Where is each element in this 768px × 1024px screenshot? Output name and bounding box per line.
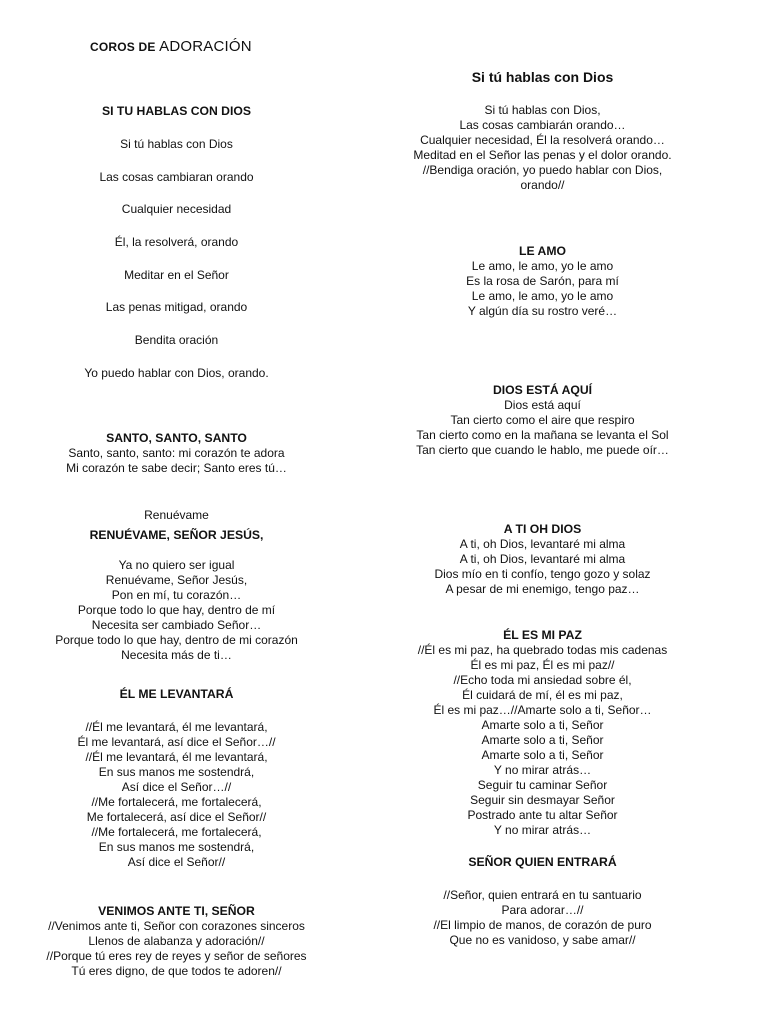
song-line: Le amo, le amo, yo le amo (471, 289, 614, 303)
song-line: Él cuidará de mí, él es mi paz, (462, 688, 623, 702)
document-title-main: ADORACIÓN (159, 38, 252, 55)
song-heading: LE AMO (519, 244, 566, 258)
song-line: orando// (520, 178, 565, 192)
song-line: Bendita oración (134, 333, 219, 348)
song-line: //Él me levantará, él me levantará, (85, 750, 268, 764)
song-line: Que no es vanidoso, y sabe amar// (449, 933, 636, 947)
song-line: //Me fortalecerá, me fortalecerá, (91, 795, 262, 809)
song-heading: A TI OH DIOS (503, 522, 582, 536)
song-line: //Señor, quien entrará en tu santuario (443, 888, 642, 902)
left-column (30, 0, 323, 1024)
song-line: Y no mirar atrás… (493, 823, 592, 837)
song-line: En sus manos me sostendrá, (98, 765, 255, 779)
song-line: Y algún día su rostro veré… (467, 304, 618, 318)
song-heading: Si tú hablas con Dios (471, 69, 614, 85)
song-line: Meditad en el Señor las penas y el dolor orando. (413, 148, 672, 162)
document-title-prefix: COROS DE (90, 40, 156, 54)
song-line: Dios está aquí (504, 398, 581, 412)
song-line: Él me levantará, así dice el Señor…// (77, 735, 276, 749)
song-senor-quien-entrara (355, 855, 730, 948)
song-el-me-levantara (30, 687, 323, 870)
song-line: Porque todo lo que hay, dentro de mí (77, 603, 276, 617)
song-line: Tan cierto como en la mañana se levanta el Sol (416, 428, 669, 442)
song-line: Las cosas cambiaran orando (99, 169, 254, 184)
song-line: Meditar en el Señor (124, 267, 229, 282)
song-line: Tan cierto que cuando le hablo, me puede oír… (416, 443, 669, 457)
song-renuevame (30, 508, 323, 663)
song-line: Dios mío en ti confío, tengo gozo y solaz (434, 567, 651, 581)
song-line: A pesar de mi enemigo, tengo paz… (445, 582, 640, 596)
song-line: //Porque tú eres rey de reyes y señor de señores (46, 949, 307, 963)
song-line: //Me fortalecerá, me fortalecerá, (91, 825, 262, 839)
song-line: Cualquier necesidad, Él la resolverá orando… (420, 133, 665, 147)
song-heading: RENUÉVAME, SEÑOR JESÚS, (89, 528, 264, 542)
song-line: Las cosas cambiarán orando… (459, 118, 626, 132)
song-pre-label: Renuévame (144, 508, 209, 522)
song-line: Le amo, le amo, yo le amo (471, 259, 614, 273)
song-line: Postrado ante tu altar Señor (467, 808, 618, 822)
song-line: Santo, santo, santo: mi corazón te adora (68, 446, 285, 460)
song-heading: DIOS ESTÁ AQUÍ (492, 383, 593, 397)
song-line: Me fortalecerá, así dice el Señor// (86, 810, 267, 824)
song-line: Ya no quiero ser igual (118, 558, 235, 572)
song-line: Para adorar…// (501, 903, 584, 917)
song-line: Es la rosa de Sarón, para mí (466, 274, 619, 288)
song-line: Tan cierto como el aire que respiro (450, 413, 635, 427)
song-line: //Bendiga oración, yo puedo hablar con Dios, (422, 163, 663, 177)
song-line: Así dice el Señor// (127, 855, 226, 869)
song-line: Él es mi paz, Él es mi paz// (470, 658, 615, 672)
song-line: Si tú hablas con Dios, (484, 103, 601, 117)
song-line: //Él es mi paz, ha quebrado todas mis cadenas (417, 643, 668, 657)
song-heading: VENIMOS ANTE TI, SEÑOR (98, 904, 255, 918)
song-heading: ÉL ME LEVANTARÁ (119, 687, 234, 701)
song-line: Cualquier necesidad (121, 202, 232, 217)
song-le-amo (355, 244, 730, 319)
song-line: Él es mi paz…//Amarte solo a ti, Señor… (433, 703, 652, 717)
song-si-tu-hablas-right (355, 68, 730, 193)
song-line: En sus manos me sostendrá, (98, 840, 255, 854)
song-line: Así dice el Señor…// (121, 780, 232, 794)
song-line: Y no mirar atrás… (493, 763, 592, 777)
song-line: Renuévame, Señor Jesús, (105, 573, 248, 587)
song-line: Mi corazón te sabe decir; Santo eres tú… (66, 461, 287, 475)
song-line: Las penas mitigad, orando (105, 300, 248, 315)
song-heading: SANTO, SANTO, SANTO (106, 431, 247, 445)
song-line: //El limpio de manos, de corazón de puro (433, 918, 652, 932)
song-a-ti-oh-dios (355, 522, 730, 597)
song-line: Necesita más de ti… (121, 648, 232, 662)
song-line: Pon en mí, tu corazón… (111, 588, 242, 602)
song-line: Seguir tu caminar Señor (477, 778, 608, 792)
song-line: //Venimos ante ti, Señor con corazones sinceros (48, 919, 305, 933)
song-line: //Él me levantará, él me levantará, (85, 720, 268, 734)
song-line: Tú eres digno, de que todos te adoren// (71, 964, 282, 978)
song-line: Yo puedo hablar con Dios, orando. (84, 365, 269, 380)
song-santo-santo-santo (30, 431, 323, 476)
song-venimos-ante-ti (30, 904, 323, 979)
song-heading: SEÑOR QUIEN ENTRARÁ (468, 855, 617, 869)
song-line: Necesita ser cambiado Señor… (91, 618, 262, 632)
song-line: Llenos de alabanza y adoración// (88, 934, 265, 948)
song-line: //Echo toda mi ansiedad sobre él, (453, 673, 632, 687)
song-el-es-mi-paz (355, 628, 730, 838)
song-dios-esta-aqui (355, 383, 730, 458)
right-column (355, 0, 730, 1024)
song-line: A ti, oh Dios, levantaré mi alma (459, 537, 626, 551)
song-line: Si tú hablas con Dios (120, 137, 233, 151)
song-line: Porque todo lo que hay, dentro de mi corazón (55, 633, 298, 647)
song-line: A ti, oh Dios, levantaré mi alma (459, 552, 626, 566)
song-line: Amarte solo a ti, Señor (481, 718, 604, 732)
song-line: Amarte solo a ti, Señor (481, 733, 604, 747)
song-heading: SI TU HABLAS CON DIOS (102, 104, 251, 118)
song-line: Amarte solo a ti, Señor (481, 748, 604, 762)
song-si-tu-hablas-left (30, 104, 323, 398)
song-line: Seguir sin desmayar Señor (470, 793, 615, 807)
song-line: Él, la resolverá, orando (114, 235, 239, 250)
song-heading: ÉL ES MI PAZ (503, 628, 582, 642)
